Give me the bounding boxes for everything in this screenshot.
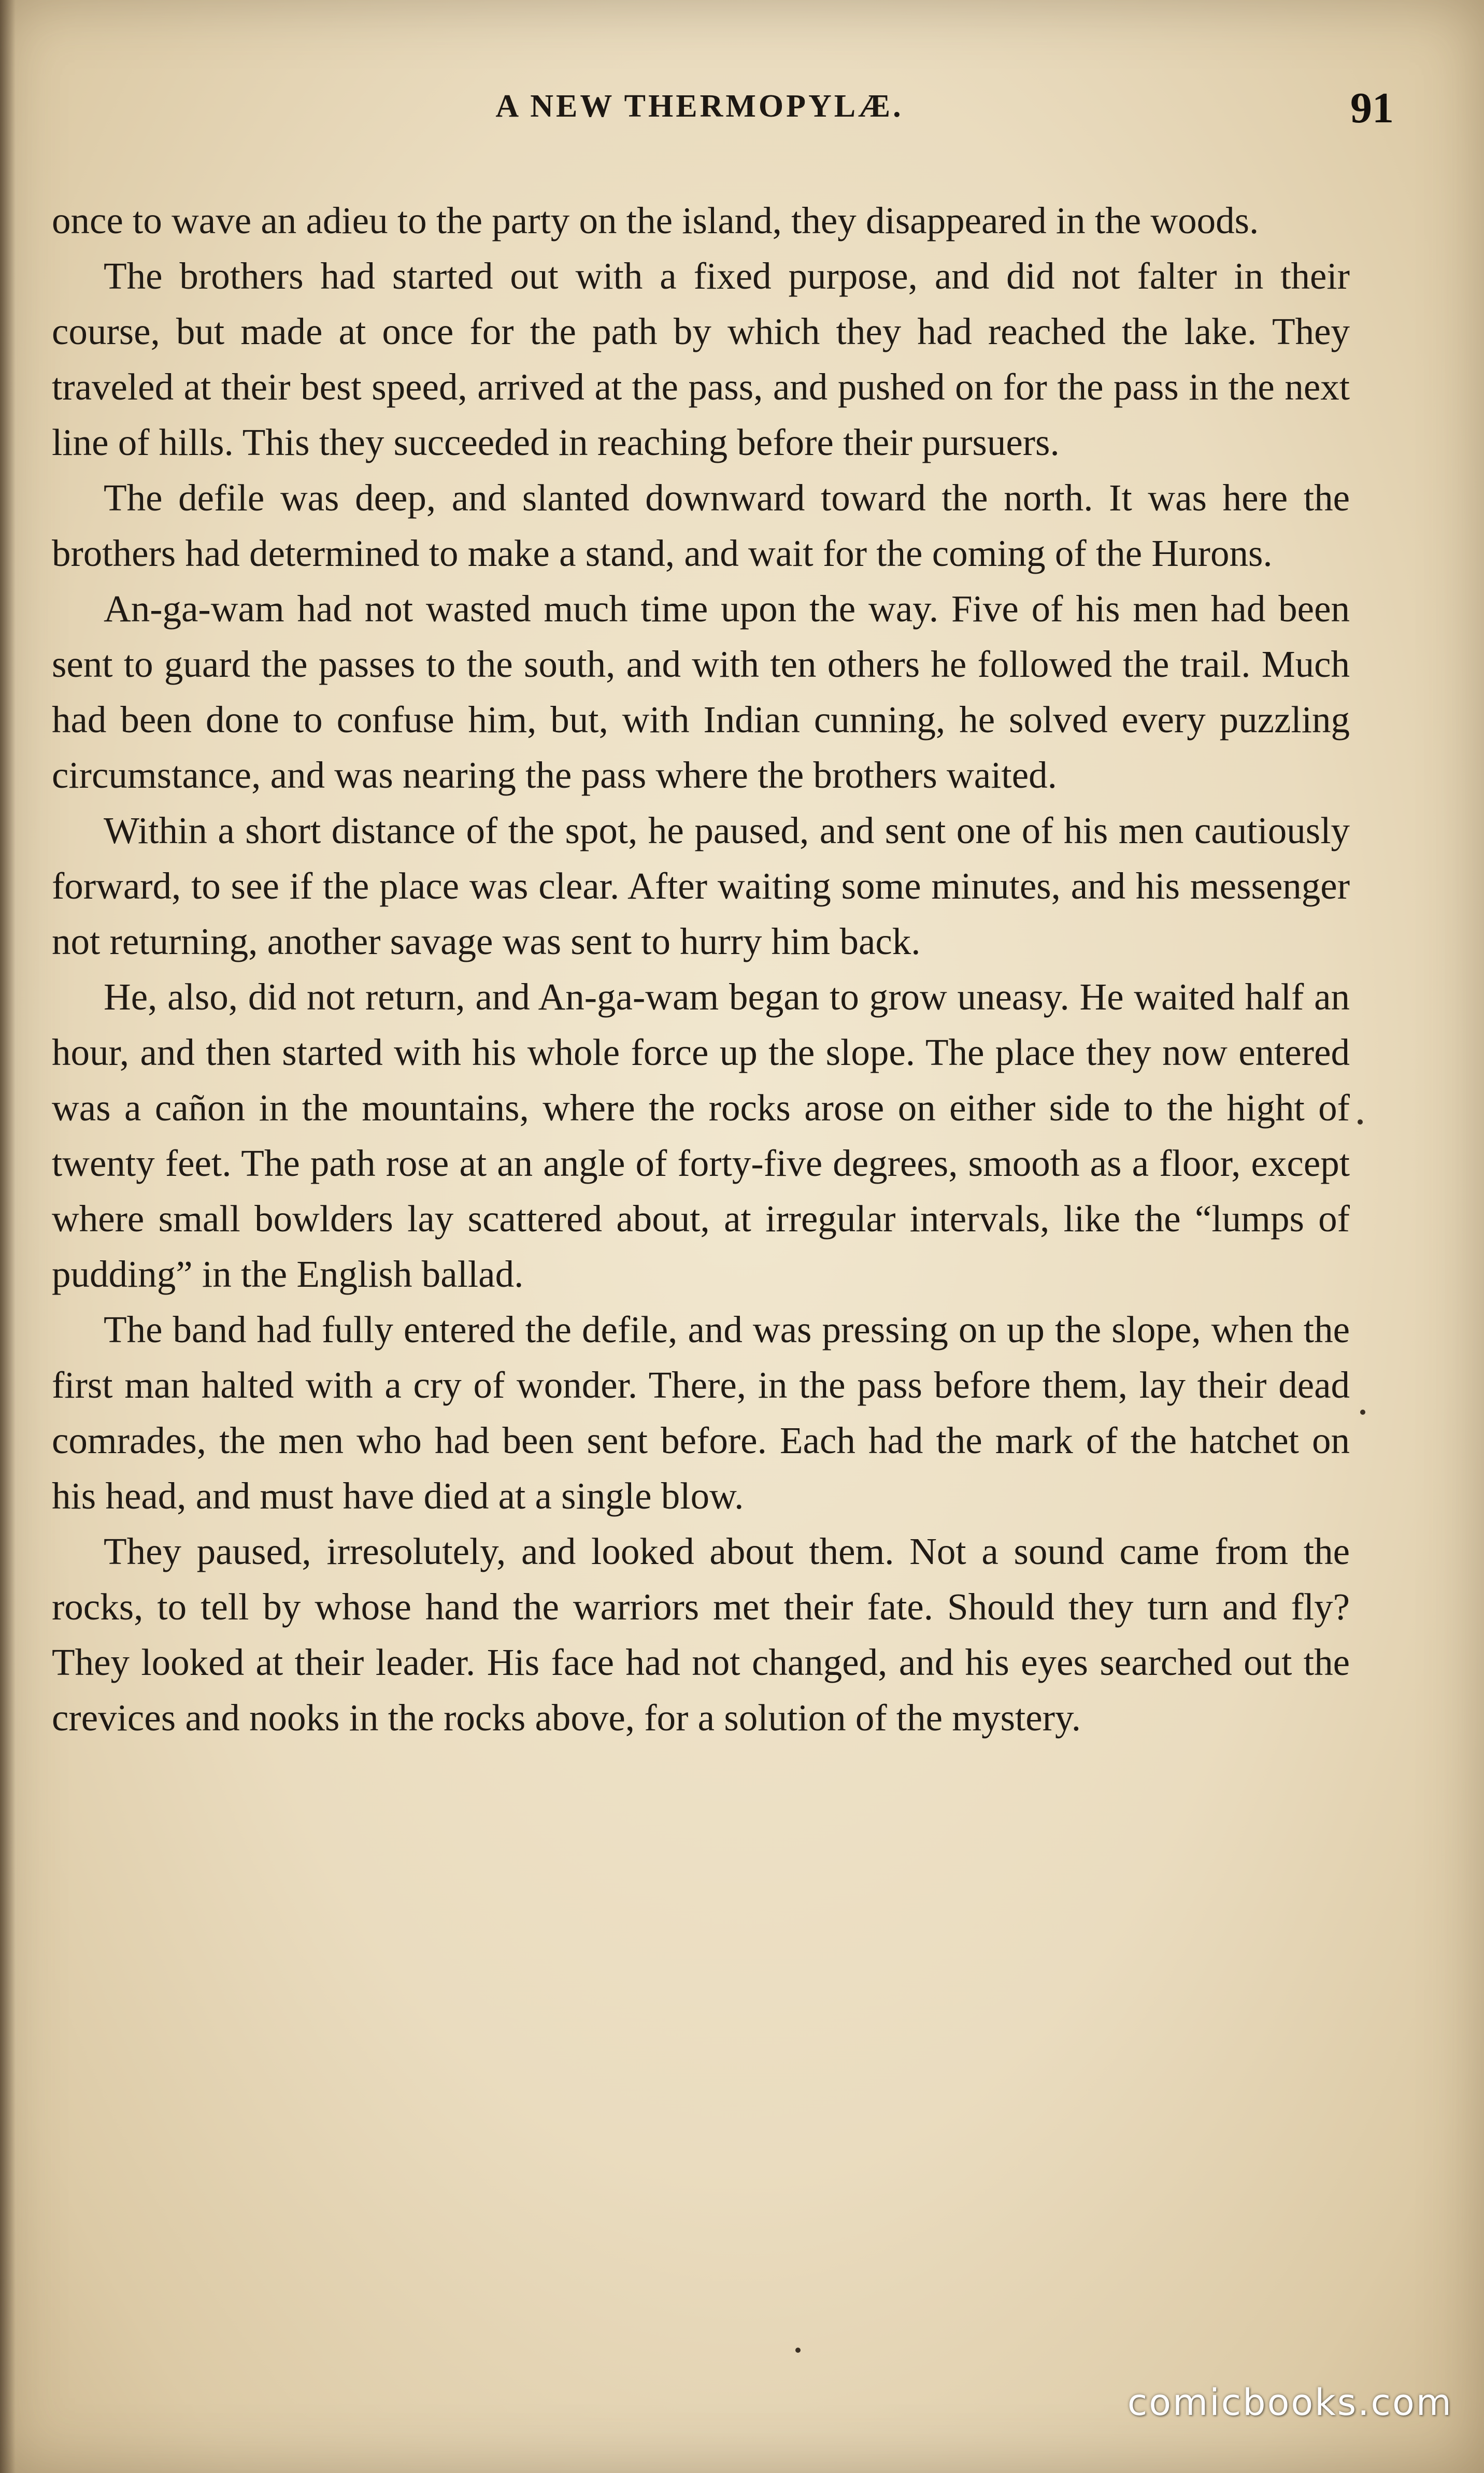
running-title: A NEW THERMOPYLÆ. <box>495 89 904 124</box>
paragraph-2: The brothers had started out with a fixed purpose, and did not falter in their course, but made at once for the path by which they had reached the lake. They traveled at their best speed, arrived at the pass, and pushed on for the pass in the next line of hills. This they succeeded in reaching before their pursuers. <box>52 255 1350 463</box>
paragraph-3: The defile was deep, and slanted downward toward the north. It was here the brothers had determined to make a stand, and wait for the coming of the Hurons. <box>52 477 1350 574</box>
paragraph-8: They paused, irresolutely, and looked about them. Not a sound came from the rocks, to tell by whose hand the warriors met their fate. Should they turn and fly? They looked at their leader. His face had not changed, and his eyes searched out the crevices and nooks in the rocks above, for a solution of the mystery. <box>52 1530 1350 1739</box>
paragraph-4: An-ga-wam had not wasted much time upon the way. Five of his men had been sent to guard the passes to the south, and with ten others he followed the trail. Much had been done to confuse him, but, with Indian cunning, he solved every puzzling circumstance, and was nearing the pass where the brothers waited. <box>52 588 1350 796</box>
page-header <box>52 83 1394 140</box>
paragraph-1: once to wave an adieu to the party on the island, they disappeared in the woods. <box>52 200 1259 241</box>
body-text <box>52 193 1350 1745</box>
paragraph-5: Within a short distance of the spot, he paused, and sent one of his men cautiously forward, to see if the place was clear. After waiting some minutes, and his messenger not returning, another savage was sent to hurry him back. <box>52 809 1350 962</box>
paragraph-6: He, also, did not return, and An-ga-wam began to grow uneasy. He waited half an hour, and then started with his whole force up the slope. The place they now entered was a cañon in the mountains, where the rocks arose on either side to the hight of twenty feet. The path rose at an angle of forty-five degrees, smooth as a floor, except where small bowlders lay scattered about, at irregular intervals, like the “lumps of pudding” in the English ballad. <box>52 976 1350 1295</box>
page-left-edge <box>0 0 16 2473</box>
page-number: 91 <box>1350 84 1394 132</box>
ink-speck <box>1360 1410 1365 1415</box>
ink-speck <box>795 2348 801 2353</box>
ink-speck <box>1358 1119 1363 1125</box>
watermark-logo: comicbooks.com <box>1127 2381 1453 2424</box>
paragraph-7: The band had fully entered the defile, and was pressing on up the slope, when the first man halted with a cry of wonder. There, in the pass before them, lay their dead comrades, the men who had been sent before. Each had the mark of the hatchet on his head, and must have died at a single blow. <box>52 1309 1350 1517</box>
